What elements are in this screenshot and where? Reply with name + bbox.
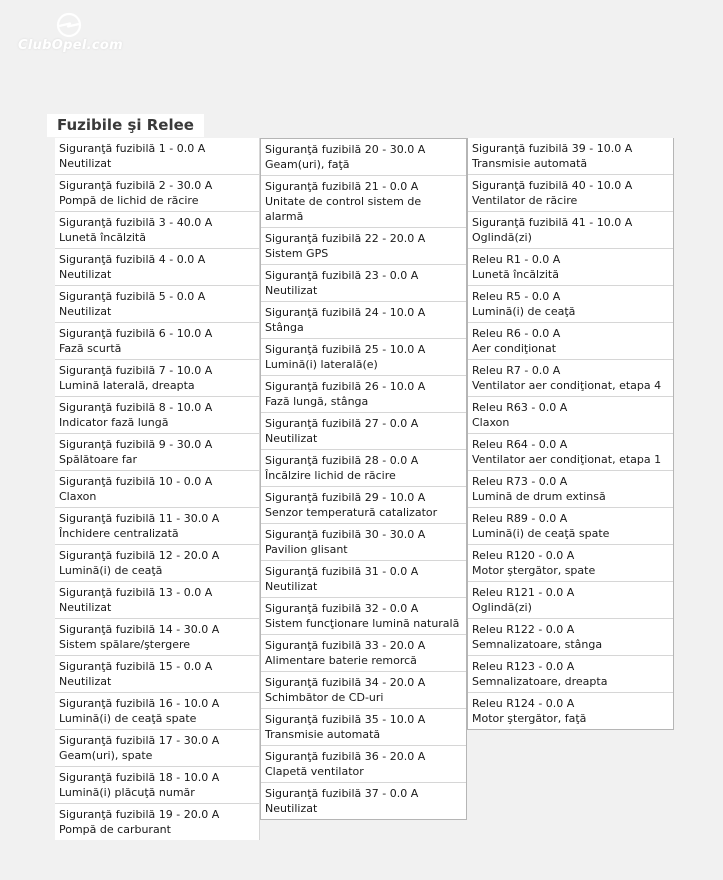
fuse-name: Siguranţă fuzibilă 12 - 20.0 A [59, 549, 220, 562]
table-cell [468, 582, 673, 619]
table-cell [55, 323, 260, 360]
fuse-name: Releu R7 - 0.0 A [472, 364, 561, 377]
table-cell [468, 619, 673, 656]
fuse-name: Siguranţă fuzibilă 34 - 20.0 A [265, 676, 426, 689]
fuse-description: Transmisie automată [265, 728, 381, 741]
fuse-description: Neutilizat [265, 432, 318, 445]
fuse-name: Releu R120 - 0.0 A [472, 549, 575, 562]
table-cell [261, 228, 466, 265]
fuse-description: Neutilizat [59, 305, 112, 318]
fuse-description: Lumină de drum extinsă [472, 490, 606, 503]
table-cell [468, 323, 673, 360]
fuse-name: Siguranţă fuzibilă 22 - 20.0 A [265, 232, 426, 245]
fuse-description: Clapetă ventilator [265, 765, 364, 778]
fuse-name: Siguranţă fuzibilă 21 - 0.0 A [265, 180, 419, 193]
fuse-name: Siguranţă fuzibilă 16 - 10.0 A [59, 697, 220, 710]
clubopel-logo [14, 10, 124, 58]
fuse-name: Siguranţă fuzibilă 25 - 10.0 A [265, 343, 426, 356]
fuse-description: Claxon [472, 416, 510, 429]
table-cell [468, 545, 673, 582]
fuse-name: Siguranţă fuzibilă 9 - 30.0 A [59, 438, 213, 451]
fuse-description: Geam(uri), spate [59, 749, 153, 762]
table-column-1 [55, 138, 260, 840]
table-cell [468, 286, 673, 323]
table-cell [55, 175, 260, 212]
table-cell [261, 302, 466, 339]
page-title: Fuzibile şi Relee [47, 114, 204, 137]
fuse-description: Lumină(i) de ceaţă spate [59, 712, 197, 725]
fuse-description: Pompă de lichid de răcire [59, 194, 199, 207]
fuse-name: Siguranţă fuzibilă 28 - 0.0 A [265, 454, 419, 467]
fuse-name: Releu R123 - 0.0 A [472, 660, 575, 673]
fuse-name: Siguranţă fuzibilă 33 - 20.0 A [265, 639, 426, 652]
fuse-description: Neutilizat [59, 268, 112, 281]
table-cell [55, 804, 260, 840]
fuse-name: Siguranţă fuzibilă 14 - 30.0 A [59, 623, 220, 636]
fuse-description: Sistem funcţionare lumină naturală [265, 617, 460, 630]
table-cell [261, 176, 466, 228]
fuse-description: Lunetă încălzită [472, 268, 559, 281]
fuse-name: Siguranţă fuzibilă 20 - 30.0 A [265, 143, 426, 156]
fuse-description: Alimentare baterie remorcă [265, 654, 417, 667]
table-cell [55, 730, 260, 767]
fuse-description: Spălătoare far [59, 453, 137, 466]
fuse-name: Siguranţă fuzibilă 7 - 10.0 A [59, 364, 213, 377]
fuse-description: Fază lungă, stânga [265, 395, 369, 408]
fuse-name: Siguranţă fuzibilă 37 - 0.0 A [265, 787, 419, 800]
fuse-name: Siguranţă fuzibilă 36 - 20.0 A [265, 750, 426, 763]
table-cell [55, 212, 260, 249]
table-cell [55, 434, 260, 471]
opel-emblem-icon [56, 12, 82, 38]
fuse-name: Siguranţă fuzibilă 41 - 10.0 A [472, 216, 633, 229]
table-column-3 [467, 138, 674, 730]
fuse-description: Ventilator de răcire [472, 194, 578, 207]
table-column-2 [260, 138, 467, 820]
fuse-name: Siguranţă fuzibilă 26 - 10.0 A [265, 380, 426, 393]
table-cell [55, 286, 260, 323]
fuse-description: Stânga [265, 321, 304, 334]
table-cell [261, 783, 466, 819]
table-cell [261, 561, 466, 598]
table-cell [468, 212, 673, 249]
table-cell [468, 397, 673, 434]
table-cell [261, 265, 466, 302]
fuse-name: Siguranţă fuzibilă 17 - 30.0 A [59, 734, 220, 747]
fuse-description: Lunetă încălzită [59, 231, 146, 244]
table-cell [261, 709, 466, 746]
fuse-name: Siguranţă fuzibilă 32 - 0.0 A [265, 602, 419, 615]
fuse-name: Releu R64 - 0.0 A [472, 438, 568, 451]
fuse-name: Siguranţă fuzibilă 6 - 10.0 A [59, 327, 213, 340]
table-cell [55, 693, 260, 730]
table-cell [261, 450, 466, 487]
fuse-name: Releu R63 - 0.0 A [472, 401, 568, 414]
table-cell [55, 656, 260, 693]
fuse-description: Încălzire lichid de răcire [265, 469, 396, 482]
fuse-description: Oglindă(zi) [472, 601, 532, 614]
fuse-description: Pavilion glisant [265, 543, 348, 556]
fuse-description: Motor ştergător, spate [472, 564, 596, 577]
table-cell [261, 524, 466, 561]
fuse-description: Neutilizat [59, 157, 112, 170]
fuse-name: Releu R124 - 0.0 A [472, 697, 575, 710]
fuse-name: Siguranţă fuzibilă 1 - 0.0 A [59, 142, 206, 155]
fuse-description: Indicator fază lungă [59, 416, 169, 429]
table-cell [468, 471, 673, 508]
fuse-description: Oglindă(zi) [472, 231, 532, 244]
fuse-name: Siguranţă fuzibilă 35 - 10.0 A [265, 713, 426, 726]
table-cell [55, 360, 260, 397]
fuse-description: Lumină laterală, dreapta [59, 379, 195, 392]
fuse-name: Siguranţă fuzibilă 3 - 40.0 A [59, 216, 213, 229]
fuse-name: Siguranţă fuzibilă 18 - 10.0 A [59, 771, 220, 784]
fuse-description: Geam(uri), faţă [265, 158, 350, 171]
table-cell [468, 434, 673, 471]
fuse-description: Motor ştergător, faţă [472, 712, 587, 725]
table-cell [468, 175, 673, 212]
fuse-relay-table [55, 138, 674, 840]
fuse-description: Pompă de carburant [59, 823, 171, 836]
fuse-description: Senzor temperatură catalizator [265, 506, 438, 519]
fuse-name: Siguranţă fuzibilă 39 - 10.0 A [472, 142, 633, 155]
table-cell [261, 339, 466, 376]
fuse-name: Siguranţă fuzibilă 15 - 0.0 A [59, 660, 213, 673]
table-cell [261, 746, 466, 783]
fuse-description: Sistem spălare/ştergere [59, 638, 191, 651]
table-cell [55, 471, 260, 508]
fuse-description: Ventilator aer condiţionat, etapa 4 [472, 379, 662, 392]
table-cell [261, 672, 466, 709]
fuse-name: Releu R1 - 0.0 A [472, 253, 561, 266]
fuse-description: Neutilizat [59, 675, 112, 688]
fuse-description: Semnalizatoare, dreapta [472, 675, 608, 688]
table-cell [55, 249, 260, 286]
table-cell [261, 139, 466, 176]
table-cell [468, 360, 673, 397]
fuse-name: Siguranţă fuzibilă 29 - 10.0 A [265, 491, 426, 504]
fuse-description: Semnalizatoare, stânga [472, 638, 603, 651]
table-cell [55, 619, 260, 656]
table-cell [468, 656, 673, 693]
fuse-name: Siguranţă fuzibilă 8 - 10.0 A [59, 401, 213, 414]
fuse-description: Neutilizat [265, 802, 318, 815]
table-cell [468, 249, 673, 286]
table-cell [261, 413, 466, 450]
fuse-description: Transmisie automată [472, 157, 588, 170]
fuse-description: Lumină(i) de ceaţă spate [472, 527, 610, 540]
fuse-description: Neutilizat [265, 284, 318, 297]
fuse-description: Ventilator aer condiţionat, etapa 1 [472, 453, 662, 466]
fuse-name: Releu R122 - 0.0 A [472, 623, 575, 636]
fuse-description: Lumină(i) de ceaţă [472, 305, 576, 318]
fuse-name: Siguranţă fuzibilă 10 - 0.0 A [59, 475, 213, 488]
fuse-name: Siguranţă fuzibilă 5 - 0.0 A [59, 290, 206, 303]
fuse-description: Închidere centralizată [59, 527, 179, 540]
fuse-name: Releu R89 - 0.0 A [472, 512, 568, 525]
table-cell [468, 508, 673, 545]
fuse-name: Siguranţă fuzibilă 40 - 10.0 A [472, 179, 633, 192]
fuse-name: Siguranţă fuzibilă 24 - 10.0 A [265, 306, 426, 319]
table-cell [261, 598, 466, 635]
fuse-name: Siguranţă fuzibilă 11 - 30.0 A [59, 512, 220, 525]
table-cell [55, 545, 260, 582]
fuse-description: Schimbător de CD-uri [265, 691, 384, 704]
fuse-name: Siguranţă fuzibilă 23 - 0.0 A [265, 269, 419, 282]
fuse-description: Claxon [59, 490, 97, 503]
table-cell [55, 767, 260, 804]
fuse-name: Siguranţă fuzibilă 13 - 0.0 A [59, 586, 213, 599]
fuse-name: Siguranţă fuzibilă 4 - 0.0 A [59, 253, 206, 266]
fuse-description: Unitate de control sistem de alarmă [265, 195, 422, 223]
fuse-description: Lumină(i) laterală(e) [265, 358, 378, 371]
table-cell [261, 376, 466, 413]
table-cell [261, 635, 466, 672]
table-cell [55, 138, 260, 175]
fuse-name: Releu R6 - 0.0 A [472, 327, 561, 340]
table-cell [468, 693, 673, 729]
table-cell [55, 582, 260, 619]
fuse-description: Sistem GPS [265, 247, 329, 260]
fuse-name: Siguranţă fuzibilă 31 - 0.0 A [265, 565, 419, 578]
table-cell [55, 508, 260, 545]
fuse-name: Siguranţă fuzibilă 19 - 20.0 A [59, 808, 220, 821]
table-cell [261, 487, 466, 524]
fuse-name: Siguranţă fuzibilă 30 - 30.0 A [265, 528, 426, 541]
table-cell [55, 397, 260, 434]
fuse-name: Releu R5 - 0.0 A [472, 290, 561, 303]
fuse-description: Lumină(i) plăcuţă număr [59, 786, 195, 799]
fuse-name: Siguranţă fuzibilă 27 - 0.0 A [265, 417, 419, 430]
fuse-description: Lumină(i) de ceaţă [59, 564, 163, 577]
fuse-name: Releu R73 - 0.0 A [472, 475, 568, 488]
fuse-description: Neutilizat [59, 601, 112, 614]
fuse-name: Releu R121 - 0.0 A [472, 586, 575, 599]
logo-wordmark: ClubOpel.com [18, 38, 123, 53]
fuse-name: Siguranţă fuzibilă 2 - 30.0 A [59, 179, 213, 192]
fuse-description: Aer condiţionat [472, 342, 557, 355]
fuse-description: Fază scurtă [59, 342, 122, 355]
table-cell [468, 138, 673, 175]
fuse-description: Neutilizat [265, 580, 318, 593]
